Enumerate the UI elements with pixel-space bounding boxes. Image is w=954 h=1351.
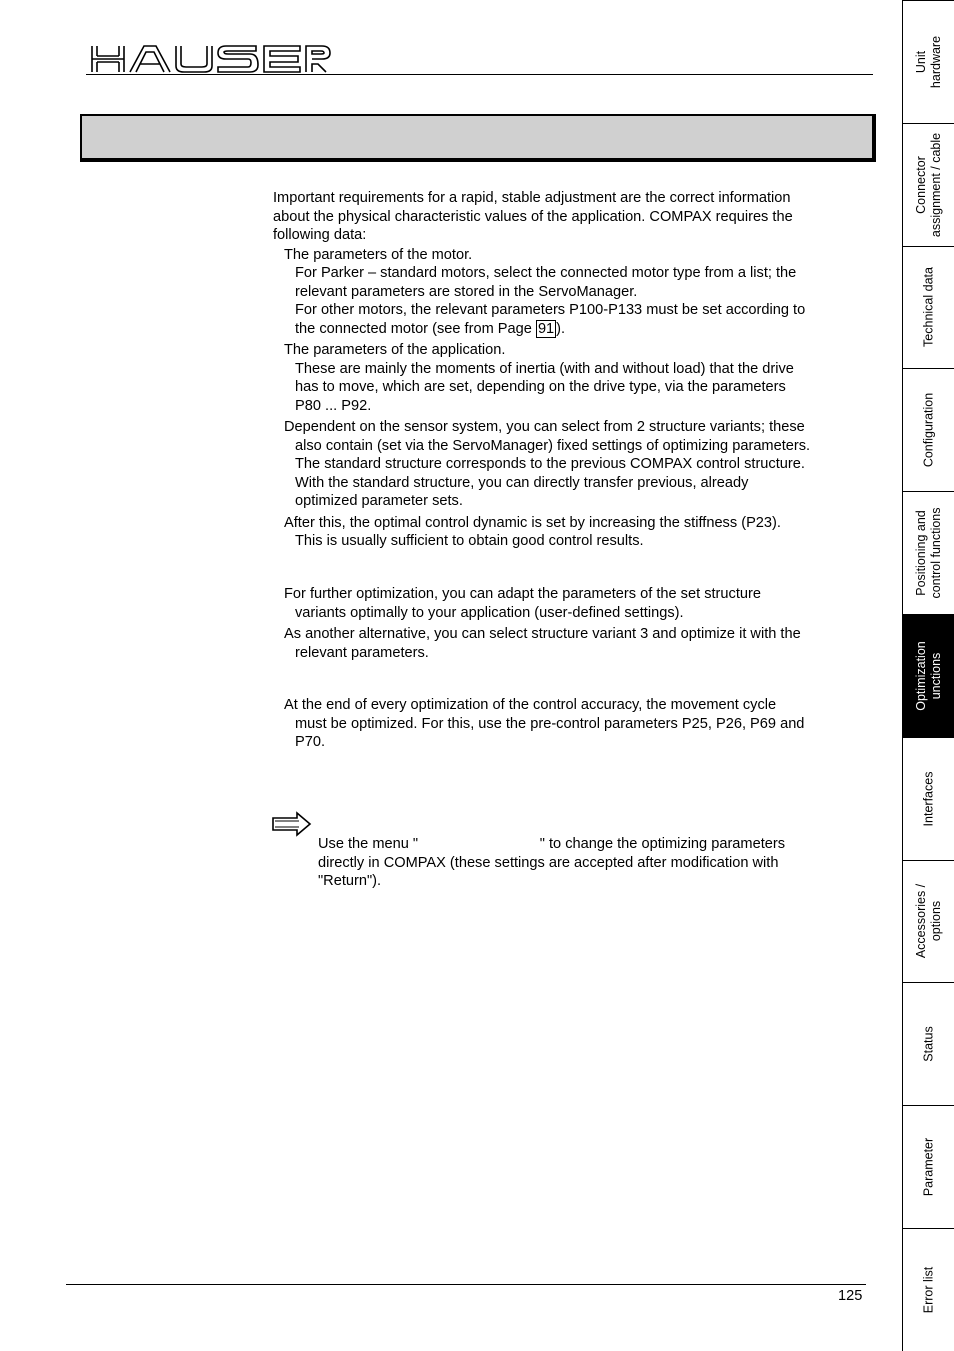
sidebar-tab-label (922, 1138, 937, 1196)
sidebar-tab-interfaces[interactable] (903, 737, 954, 860)
after-line-1: After this, the optimal control dynamic is set by increasing the stiffness (P23). (284, 515, 781, 531)
page-number: 125 (838, 1288, 863, 1304)
sensor-line-4: With the standard structure, you can directly transfer previous, already (295, 475, 749, 491)
sensor-line-1: Dependent on the sensor system, you can select from 2 structure variants; these (284, 419, 805, 435)
sidebar-tab-line-2: unctions (929, 652, 943, 700)
note-line-3: "Return"). (318, 873, 382, 889)
intro-line-3: following data: (273, 227, 367, 243)
sidebar-tab-status[interactable] (903, 982, 954, 1105)
sidebar-tab-line-1: Unit (914, 50, 928, 74)
alt-line-2: relevant parameters. (295, 645, 429, 661)
sidebar-tab-line-2: control functions (929, 507, 943, 599)
end-line-2: must be optimized. For this, use the pre-control parameters P25, P26, P69 and (295, 716, 805, 732)
sidebar-tab-label (914, 641, 944, 710)
sidebar-tab-connector[interactable] (903, 123, 954, 246)
motor-line-2: relevant parameters are stored in the ServoManager. (295, 284, 638, 300)
sidebar-tab-line-1: Configuration (921, 393, 936, 468)
sidebar-tab-label (914, 508, 944, 599)
sensor-line-5: optimized parameter sets. (295, 493, 463, 509)
sidebar-tab-line-1: Status (921, 1026, 936, 1062)
sidebar-tab-technical-data[interactable] (903, 246, 954, 369)
sidebar-tab-error-list[interactable] (903, 1228, 954, 1351)
sidebar-tab-label (914, 884, 944, 958)
app-line-3: P80 ... P92. (295, 398, 372, 414)
motor-line-3: For other motors, the relevant parameters P100-P133 must be set according to (295, 302, 806, 318)
note-line-2: directly in COMPAX (these settings are accepted after modification with (318, 855, 779, 871)
sidebar-tab-optimization[interactable] (903, 614, 954, 737)
sidebar-tab-label (922, 1267, 937, 1314)
sidebar-tab-label (922, 771, 937, 826)
sidebar-tab-unit[interactable] (903, 0, 954, 123)
sidebar-tab-line-2: options (929, 901, 943, 942)
further-line-1: For further optimization, you can adapt the parameters of the set structure (284, 586, 761, 602)
sidebar-tab-configuration[interactable] (903, 368, 954, 491)
chapter-sidebar (902, 0, 954, 1351)
sidebar-tab-line-1: Connector (914, 155, 928, 214)
footer-rule (66, 1284, 866, 1285)
sidebar-tab-label (914, 36, 944, 88)
sidebar-tab-label (922, 268, 937, 348)
note-line-1: Use the menu " " to change the optimizing parameters (318, 836, 786, 852)
motor-line-4-pre: the connected motor (see from Page (295, 321, 536, 337)
motor-line-1: For Parker – standard motors, select the connected motor type from a list; the (295, 265, 797, 281)
sidebar-tab-accessories[interactable] (903, 860, 954, 983)
motor-line-4 (295, 320, 565, 339)
motor-title: The parameters of the motor. (284, 247, 473, 263)
sidebar-tab-parameter[interactable] (903, 1105, 954, 1228)
app-title: The parameters of the application. (284, 342, 506, 358)
note-arrow-icon (271, 811, 313, 837)
page-link[interactable]: 91 (537, 321, 555, 337)
after-line-2: This is usually sufficient to obtain good control results. (295, 533, 644, 549)
sidebar-tab-line-1: Positioning and (914, 510, 928, 596)
sidebar-tab-line-2: assignment / cable (929, 132, 943, 237)
alt-line-1: As another alternative, you can select structure variant 3 and optimize it with the (284, 626, 801, 642)
sidebar-tab-label (914, 133, 944, 237)
further-line-2: variants optimally to your application (user-defined settings). (295, 605, 684, 621)
app-line-2: has to move, which are set, depending on the drive type, via the parameters (295, 379, 786, 395)
intro-line-1: Important requirements for a rapid, stable adjustment are the correct information (273, 190, 791, 206)
sidebar-tab-line-1: Error list (921, 1266, 936, 1314)
motor-line-4-post: ). (556, 321, 566, 337)
end-line-1: At the end of every optimization of the control accuracy, the movement cycle (284, 697, 777, 713)
intro-line-2: about the physical characteristic values of the application. COMPAX requires the (273, 209, 793, 225)
sidebar-tab-line-1: Technical data (921, 267, 936, 348)
sidebar-tab-line-1: Parameter (921, 1137, 936, 1197)
sidebar-tab-positioning-and[interactable] (903, 491, 954, 614)
sidebar-tab-line-1: Optimization (914, 641, 928, 711)
app-line-1: These are mainly the moments of inertia (with and without load) that the drive (295, 361, 794, 377)
end-line-3: P70. (295, 734, 326, 750)
sensor-line-3: The standard structure corresponds to the previous COMPAX control structure. (295, 456, 805, 472)
sidebar-tab-label (922, 1027, 937, 1062)
sidebar-tab-line-2: hardware (929, 35, 943, 88)
sensor-line-2: also contain (set via the ServoManager) fixed settings of optimizing parameters. (295, 438, 811, 454)
sidebar-tab-line-1: Interfaces (921, 771, 936, 827)
sidebar-tab-label (922, 393, 937, 467)
sidebar-tab-line-1: Accessories / (914, 884, 928, 959)
